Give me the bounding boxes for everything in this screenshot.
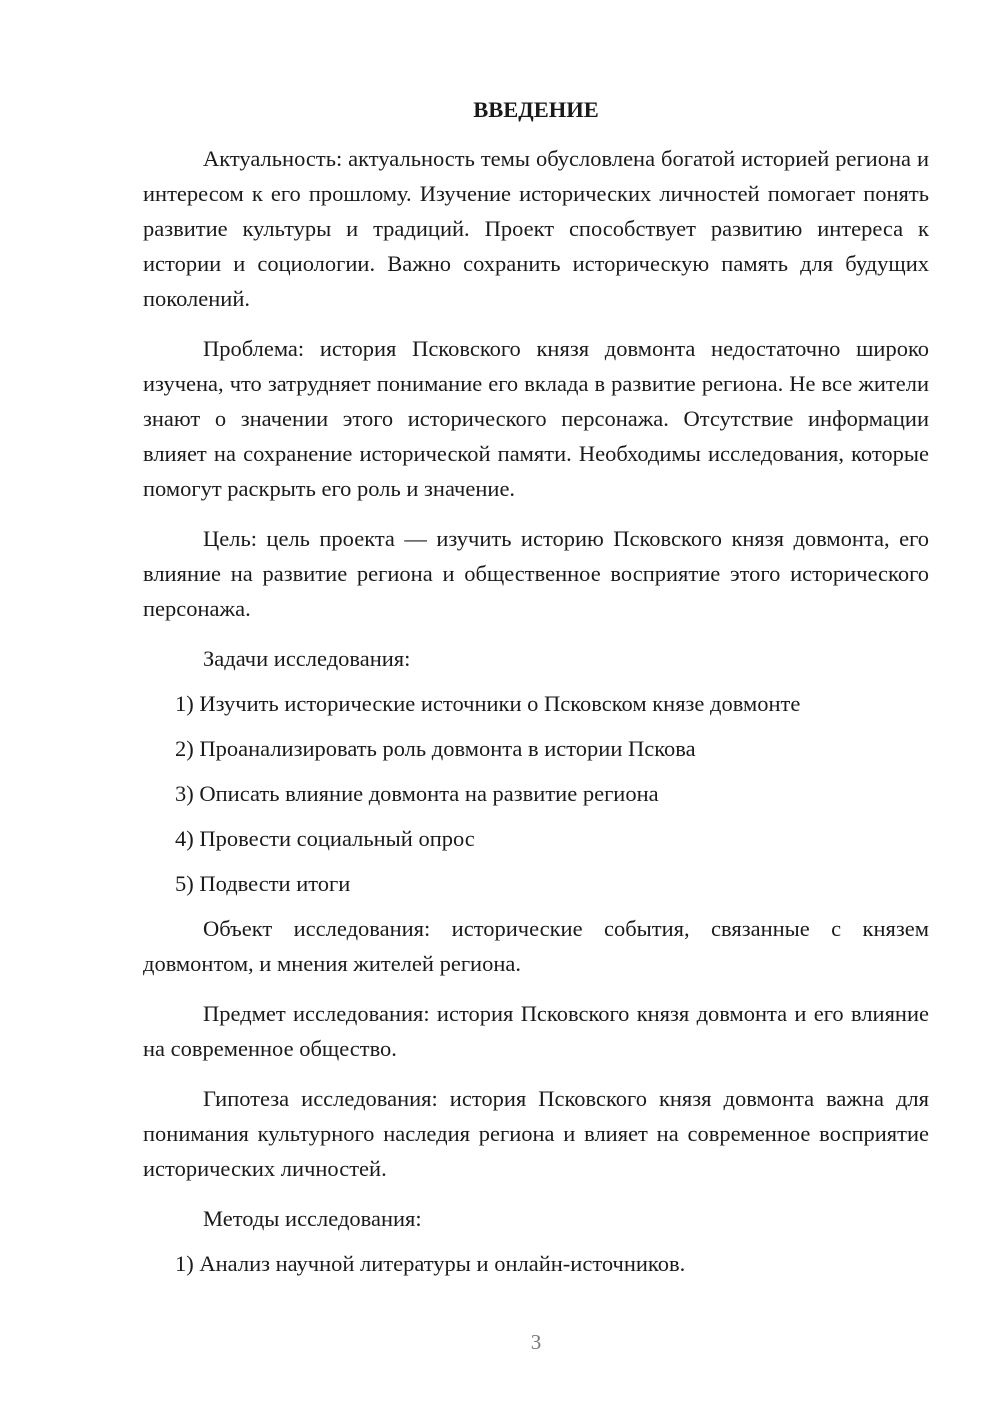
relevance-paragraph: Актуальность: актуальность темы обусловлена богатой историей региона и интересом к его прошлому. Изучение исторических личностей помогает понять развитие культуры и традиций. Проект способствует развитию интереса к истории и социологии. Важно сохранить историческую память для будущих поколений. xyxy=(143,146,929,311)
section-heading: ВВЕДЕНИЕ xyxy=(473,97,599,122)
problem-paragraph: Проблема: история Псковского князя довмонта недостаточно широко изучена, что затрудняет понимание его вклада в развитие региона. Не все жители знают о значении этого исторического персонажа. Отсутствие информации влияет на сохранение исторической памяти. Необходимы исследования, которые помогут раскрыть его роль и значение. xyxy=(143,336,929,501)
goal-paragraph: Цель: цель проекта — изучить историю Псковского князя довмонта, его влияние на развитие региона и общественное восприятие этого исторического персонажа. xyxy=(143,526,929,621)
page-number: 3 xyxy=(530,1330,542,1354)
task-item: 5) Подвести итоги xyxy=(175,871,351,896)
document-page xyxy=(143,92,929,1291)
object-paragraph: Объект исследования: исторические события, связанные с князем довмонтом, и мнения жителей региона. xyxy=(143,916,929,976)
tasks-list xyxy=(143,686,929,901)
tasks-label: Задачи исследования: xyxy=(203,646,411,671)
task-item: 4) Провести социальный опрос xyxy=(175,826,475,851)
method-item: 1) Анализ научной литературы и онлайн-источников. xyxy=(175,1251,686,1276)
subject-paragraph: Предмет исследования: история Псковского князя довмонта и его влияние на современное общество. xyxy=(143,1001,929,1061)
task-item: 3) Описать влияние довмонта на развитие региона xyxy=(175,781,659,806)
task-item: 1) Изучить исторические источники о Псковском князе довмонте xyxy=(175,691,801,716)
task-item: 2) Проанализировать роль довмонта в истории Пскова xyxy=(175,736,696,761)
methods-label: Методы исследования: xyxy=(203,1206,422,1231)
hypothesis-paragraph: Гипотеза исследования: история Псковского князя довмонта важна для понимания культурного наследия региона и влияет на современное восприятие исторических личностей. xyxy=(143,1086,929,1181)
methods-list xyxy=(143,1246,929,1281)
